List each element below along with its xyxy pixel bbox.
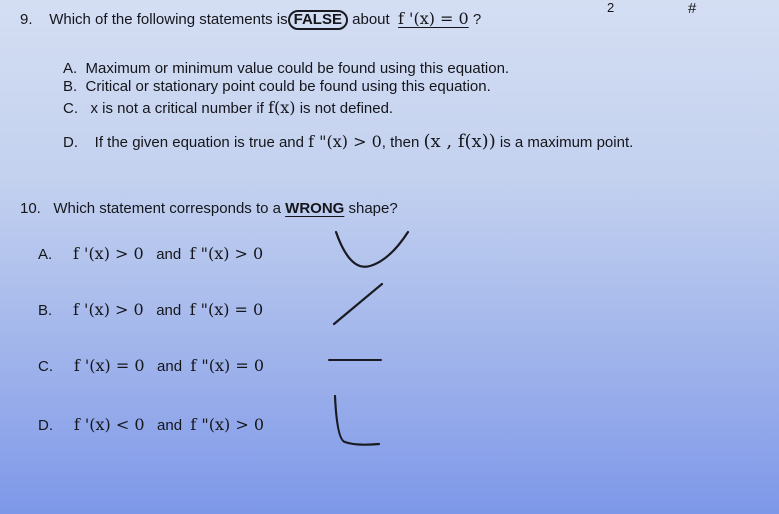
q9-option-d-point: (x , f(x)) (423, 131, 496, 152)
q10-option-a-and: and (156, 246, 182, 263)
q10-option-c-right: f "(x) = 0 (190, 356, 265, 375)
q10-option-a (38, 244, 263, 263)
q9-heading (20, 9, 481, 30)
q9-option-d-text: If the given equation is true and (94, 134, 304, 151)
q10-highlight-wrong: WRONG (285, 200, 345, 217)
q9-option-c-expr: f(x) (268, 98, 296, 117)
scribble-mark-1: 2 (607, 0, 615, 15)
q9-suffix: ? (472, 11, 482, 28)
q10-option-b-and: and (156, 302, 182, 319)
q10-option-a-letter: A. (38, 246, 53, 263)
q9-option-d (63, 131, 633, 152)
q9-option-b-letter: B. (63, 78, 78, 95)
shape-concave-up-cup (330, 224, 410, 274)
q10-option-d-right: f "(x) > 0 (190, 415, 265, 434)
q10-option-b-left: f '(x) > 0 (73, 300, 144, 319)
q9-option-a-letter: A. (63, 60, 78, 77)
q10-option-c-left: f '(x) = 0 (73, 356, 145, 375)
q10-suffix: shape? (348, 200, 398, 217)
q9-option-d-expr: f "(x) > 0 (308, 132, 382, 151)
q9-option-d-mid: , then (381, 134, 420, 151)
q9-option-c-text: x is not a critical number if (90, 100, 264, 117)
q9-highlight-false: FALSE (288, 10, 348, 30)
q10-option-b-letter: B. (38, 302, 53, 319)
q9-option-c-tail: is not defined. (299, 100, 394, 117)
q10-option-c (38, 356, 264, 375)
q9-middle: about (352, 11, 390, 28)
shape-horizontal-line (325, 355, 385, 365)
q9-option-a-text: Maximum or minimum value could be found using this equation. (85, 60, 510, 77)
q9-option-d-tail: is a maximum point. (499, 134, 634, 151)
q10-heading (20, 200, 398, 217)
scribble-mark-2: # (688, 0, 697, 17)
q10-option-c-letter: C. (38, 358, 53, 375)
q10-option-b (38, 300, 263, 319)
q10-option-d (38, 415, 264, 434)
q9-option-d-letter: D. (63, 134, 78, 151)
q10-option-d-letter: D. (38, 417, 53, 434)
q10-prefix: Which statement corresponds to a (53, 200, 281, 217)
q9-option-b-text: Critical or stationary point could be found using this equation. (85, 78, 491, 95)
q9-option-a (63, 60, 509, 77)
q10-option-a-left: f '(x) > 0 (73, 244, 144, 263)
q9-option-c (63, 98, 393, 117)
q9-number: 9. (20, 11, 33, 28)
q9-option-b (63, 78, 491, 95)
q9-prefix: Which of the following statements is (49, 11, 288, 28)
shape-decreasing-concave-up (325, 392, 385, 452)
q10-option-d-left: f '(x) < 0 (73, 415, 145, 434)
shape-rising-line (330, 280, 390, 330)
q10-number: 10. (20, 200, 41, 217)
q10-option-a-right: f "(x) > 0 (189, 244, 264, 263)
q9-option-c-letter: C. (63, 100, 78, 117)
q10-option-c-and: and (157, 358, 183, 375)
q10-option-b-right: f "(x) = 0 (189, 300, 264, 319)
q9-expr: f '(x) = 0 (398, 9, 469, 28)
q10-option-d-and: and (157, 417, 183, 434)
